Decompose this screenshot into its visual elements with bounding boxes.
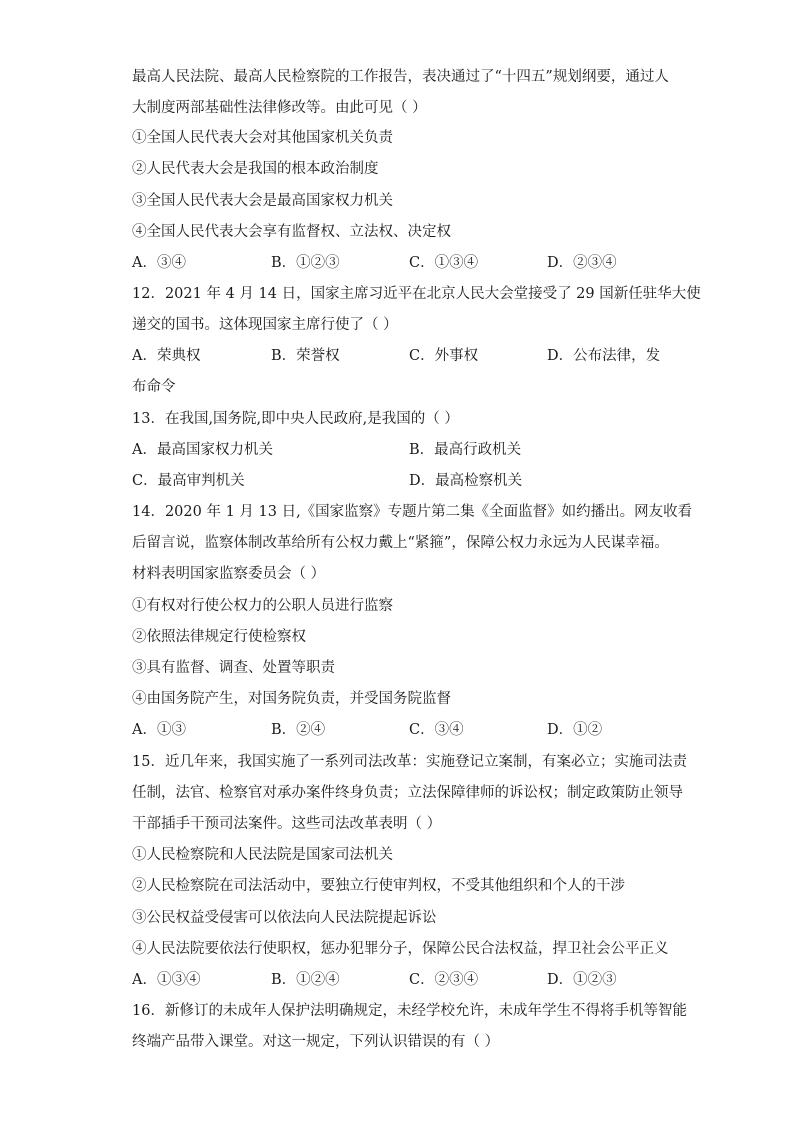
q14-stem-line-1: 14．2020 年 1 月 13 日,《国家监察》专题片第二集《全面监督》如约播出。网友收看 <box>132 504 693 520</box>
q15-statement-1: ①人民检察院和人民法院是国家司法机关 <box>132 847 393 863</box>
q13-option-c: C．最高审判机关 <box>132 473 245 489</box>
q16-stem-line-2: 终端产品带入课堂。对这一规定，下列认识错误的有（ ） <box>132 1034 500 1050</box>
q12-option-a: A．荣典权 <box>132 348 201 364</box>
q14-option-c: C．③④ <box>409 722 464 738</box>
q15-statement-3: ③公民权益受侵害可以依法向人民法院提起诉讼 <box>132 910 437 926</box>
q15-option-c: C．②③④ <box>409 972 479 988</box>
q14-option-a: A．①③ <box>132 722 186 738</box>
q11-statement-1: ①全国人民代表大会对其他国家机关负责 <box>132 130 393 146</box>
q12-option-b: B．荣誉权 <box>271 348 340 364</box>
q11-option-c: C．①③④ <box>409 255 479 271</box>
q11-statement-4: ④全国人民代表大会享有监督权、立法权、决定权 <box>132 224 451 240</box>
q11-statement-3: ③全国人民代表大会是最高国家权力机关 <box>132 193 393 209</box>
q15-stem-line-2: 任制，法官、检察官对承办案件终身负责；立法保障律师的诉讼权；制定政策防止领导 <box>132 785 683 801</box>
q13-option-d: D．最高检察机关 <box>409 473 523 489</box>
q16-stem-line-1: 16．新修订的未成年人保护法明确规定，未经学校允许，未成年学生不得将手机等智能 <box>132 1003 687 1019</box>
q15-option-d: D．①②③ <box>547 972 617 988</box>
q14-stem-line-2: 后留言说，监察体制改革给所有公权力戴上“紧箍”，保障公权力永远为人民谋幸福。 <box>132 535 669 551</box>
q15-stem-line-1: 15．近几年来，我国实施了一系列司法改革：实施登记立案制，有案必立；实施司法责 <box>132 754 687 770</box>
q15-option-b: B．①②④ <box>271 972 340 988</box>
q14-statement-1: ①有权对行使公权力的公职人员进行监察 <box>132 598 393 614</box>
q13-option-a: A．最高国家权力机关 <box>132 442 273 458</box>
q15-option-a: A．①③④ <box>132 972 201 988</box>
q12-option-d-continued: 布命令 <box>132 379 176 395</box>
q11-option-a: A．③④ <box>132 255 186 271</box>
q15-statement-2: ②人民检察院在司法活动中，要独立行使审判权，不受其他组织和个人的干涉 <box>132 878 625 894</box>
q13-option-b: B．最高行政机关 <box>409 442 522 458</box>
q11-option-d: D．②③④ <box>547 255 617 271</box>
q14-option-d: D．①② <box>547 722 603 738</box>
q12-stem-line-2: 递交的国书。这体现国家主席行使了（ ） <box>132 317 398 333</box>
q14-statement-2: ②依照法律规定行使检察权 <box>132 629 306 645</box>
q11-stem-line-2: 大制度两部基础性法律修改等。由此可见（ ） <box>132 100 427 116</box>
q14-option-b: B．②④ <box>271 722 326 738</box>
q13-stem: 13．在我国,国务院,即中央人民政府,是我国的（ ） <box>132 411 459 427</box>
q11-stem-line-1: 最高人民法院、最高人民检察院的工作报告，表决通过了“十四五”规划纲要，通过人 <box>132 69 669 85</box>
q12-stem-line-1: 12．2021 年 4 月 14 日，国家主席习近平在北京人民大会堂接受了 29 国新任驻华大使 <box>132 286 701 302</box>
q11-statement-2: ②人民代表大会是我国的根本政治制度 <box>132 161 379 177</box>
q14-stem-line-3: 材料表明国家监察委员会（ ） <box>132 566 326 582</box>
q12-option-c: C．外事权 <box>409 348 479 364</box>
q15-stem-line-3: 干部插手干预司法案件。这些司法改革表明（ ） <box>132 816 442 832</box>
q11-option-b: B．①②③ <box>271 255 340 271</box>
q14-statement-4: ④由国务院产生，对国务院负责，并受国务院监督 <box>132 691 451 707</box>
q14-statement-3: ③具有监督、调查、处置等职责 <box>132 660 335 676</box>
q15-statement-4: ④人民法院要依法行使职权，惩办犯罪分子，保障公民合法权益，捍卫社会公平正义 <box>132 941 669 957</box>
q12-option-d: D．公布法律，发 <box>547 348 661 364</box>
